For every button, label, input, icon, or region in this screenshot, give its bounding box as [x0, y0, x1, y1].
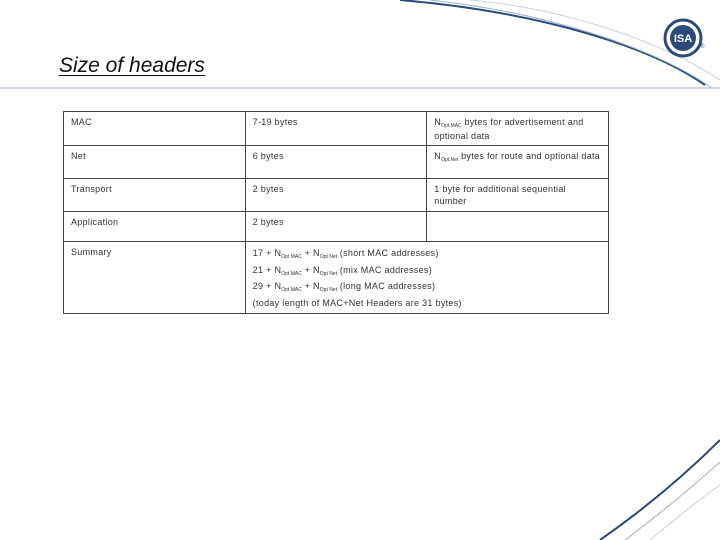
summary-line: $21 + N_{Opt MAC} + N_{Opt Net}$ (mix MAC addresses) [252, 264, 433, 277]
n-symbol: N [434, 151, 442, 161]
note-cell [427, 212, 609, 242]
size-cell: 2 bytes [245, 179, 427, 212]
layer-cell: MAC [64, 112, 246, 146]
layer-cell: Net [64, 146, 246, 179]
summary-footnote: (today length of MAC+Net Headers are 31 bytes) [252, 297, 462, 308]
headers-table [63, 111, 609, 314]
note-cell [427, 112, 609, 146]
summary-row [64, 242, 609, 314]
layer-cell: Transport [64, 179, 246, 212]
table-row [64, 179, 609, 212]
summary-label: Summary [64, 242, 246, 314]
summary-cell [245, 242, 608, 314]
logo-registered-mark: ® [700, 44, 705, 50]
table-row [64, 146, 609, 179]
note-text: bytes for advertisement and optional data [434, 117, 584, 141]
size-cell: 2 bytes [245, 212, 427, 242]
subscript: Opt.MAC [441, 123, 462, 129]
note-cell [427, 146, 609, 179]
table-row [64, 212, 609, 242]
size-cell: 6 bytes [245, 146, 427, 179]
isa-logo [663, 18, 705, 60]
table-row [64, 112, 609, 146]
n-symbol: N [434, 117, 442, 127]
note-text: bytes for route and optional data [458, 151, 601, 161]
note-cell: 1 byte for additional sequential number [427, 179, 609, 212]
layer-cell: Application [64, 212, 246, 242]
size-cell: 7-19 bytes [245, 112, 427, 146]
logo-text: ISA [673, 33, 693, 45]
page-title: Size of headers [59, 54, 205, 77]
summary-line: $29 + N_{Opt MAC} + N_{Opt Net}$ (long MAC addresses) [252, 281, 436, 293]
summary-line: $17 + N_{Opt MAC} + N_{Opt Net}$ (short MAC addresses) [252, 248, 439, 260]
subscript: Opt.Net [441, 157, 459, 163]
